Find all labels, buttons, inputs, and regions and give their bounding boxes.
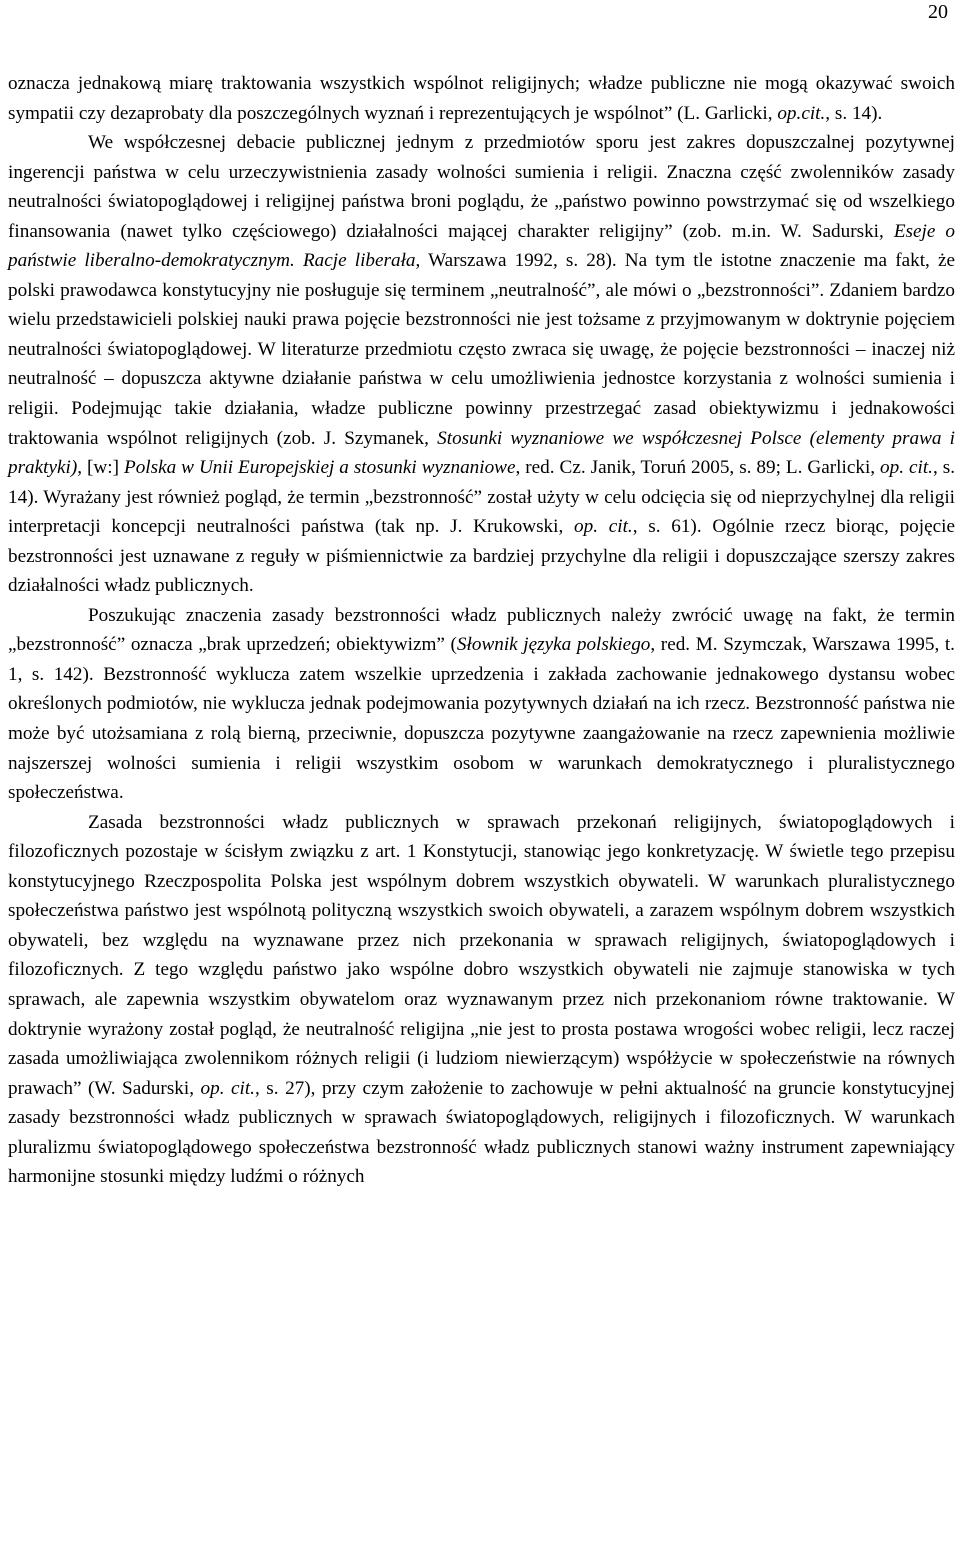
paragraph [8,69,955,128]
text-run: oznacza jednakową miarę traktowania wszystkich wspólnot religijnych; władze publiczne nie mogą okazywać swoich sympatii czy dezaprobaty dla poszczególnych wyznań i reprezentujących je wspólnot” (L. Garlicki, [8,73,955,124]
italic-run: op.cit. [777,102,826,124]
italic-run: Słownik języka polskiego [456,634,651,656]
text-run: , s. 14). Wyrażany jest również pogląd, że termin „bezstronność” został użyty w celu odcięcia się od nieprzychylnej dla religii interpretacji koncepcji neutralności państwa (tak np. J. Krukowski, [8,457,956,538]
text-run: , Warszawa 1992, s. 28). Na tym tle istotne znaczenie ma fakt, że polski prawodawca konstytucyjny nie posługuje się terminem „neutralność”, ale mówi o „bezstronności”. Zdaniem bardzo wielu przedstawicieli polskiej nauki prawa pojęcie bezstronności nie jest tożsame z przyjmowanym w doktrynie pojęciem neutralności światopoglądowej. W literaturze przedmiotu często zwraca się uwagę, że pojęcie bezstronności – inaczej niż neutralność – dopuszcza aktywne działanie państwa w celu umożliwienia jednostce korzystania z wolności sumienia i religii. Podejmując takie działania, władze publiczne powinny przestrzegać zasad obiektywizmu i jednakowości traktowania wspólnot religijnych (zob. J. Szymanek, [8,250,955,449]
text-run: , red. Cz. Janik, Toruń 2005, s. 89; L. Garlicki, [515,457,881,479]
italic-run: op. cit. [880,457,933,479]
page-number: 20 [928,1,948,23]
text-run: , [w:] [77,457,124,479]
body-text [8,69,955,1192]
italic-run: op. cit. [200,1077,255,1099]
paragraph [8,808,955,1192]
paragraph [8,601,955,808]
text-run: , s. 14). [825,102,883,124]
text-run: We współczesnej debacie publicznej jednym z przedmiotów sporu jest zakres dopuszczalnej pozytywnej ingerencji państwa w celu urzeczywistnienia zasady wolności sumienia i religii. Znaczna część zwolenników zasady neutralności światopoglądowej i religijnej państwa broni poglądu, że „państwo powinno powstrzymać się od wszelkiego finansowania (nawet tylko częściowego) działalności mającej charakter religijny” (zob. m.in. W. Sadurski, [8,132,955,242]
text-run: Zasada bezstronności władz publicznych w sprawach przekonań religijnych, światopoglądowych i filozoficznych pozostaje w ścisłym związku z art. 1 Konstytucji, stanowiąc jego konkretyzację. W świetle tego przepisu konstytucyjnego Rzeczpospolita Polska jest wspólnym dobrem wszystkich obywateli. W warunkach pluralistycznego społeczeństwa państwo jest wspólnotą polityczną wszystkich swoich obywateli, a zarazem wspólnym dobrem wszystkich obywateli, bez względu na wyznawane przez nich przekonania w sprawach religijnych, światopoglądowych i filozoficznych. Z tego względu państwo jako wspólne dobro wszystkich obywateli nie zajmuje stanowiska w tych sprawach, ale zapewnia wszystkim obywatelom oraz wyznawanym przez nich przekonaniom równe traktowanie. W doktrynie wyrażony został pogląd, że neutralność religijna „nie jest to prosta postawa wrogości wobec religii, lecz raczej zasada umożliwiająca zwolennikom różnych religii (i ludziom niewierzącym) współżycie w społeczeństwie na równych prawach” (W. Sadurski, [8,811,955,1099]
italic-run: Polska w Unii Europejskiej a stosunki wyznaniowe [123,457,516,479]
text-run: Poszukując znaczenia zasady bezstronności władz publicznych należy zwrócić uwagę na fakt, że termin „bezstronność” oznacza „brak uprzedzeń; obiektywizm” ( [8,604,955,656]
paragraph [8,128,955,601]
text-run: , s. 27), przy czym założenie to zachowuje w pełni aktualność na gruncie konstytucyjnej zasady bezstronności władz publicznych w sprawach światopoglądowych, religijnych i filozoficznych. W warunkach pluralizmu światopoglądowego społeczeństwa bezstronność władz publicznych stanowi ważny instrument zapewniający harmonijne stosunki między ludźmi o różnych [8,1077,955,1188]
italic-run: Stosunki wyznaniowe we współczesnej Polsce (elementy prawa i praktyki) [8,427,955,479]
text-run: , red. M. Szymczak, Warszawa 1995, t. 1, s. 142). Bezstronność wyklucza zatem wszelkie uprzedzenia i zakłada zachowanie jednakowego dystansu wobec określonych podmiotów, nie wyklucza jednak podejmowania pozytywnych działań na ich rzecz. Bezstronność państwa nie może być utożsamiana z rolą bierną, przeciwnie, dopuszcza pozytywne zaangażowanie na rzecz zapewnienia możliwie najszerszej wolności sumienia i religii wszystkim osobom w warunkach demokratycznego i pluralistycznego społeczeństwa. [8,634,955,804]
text-run: , s. 61). Ogólnie rzecz biorąc, pojęcie bezstronności jest uznawane z reguły w piśmiennictwie za bardziej przychylne dla religii i dopuszczające szerszy zakres działalności władz publicznych. [8,516,955,597]
italic-run: op. cit. [574,516,633,538]
italic-run: Eseje o państwie liberalno-demokratycznym. Racje liberała [8,220,955,272]
